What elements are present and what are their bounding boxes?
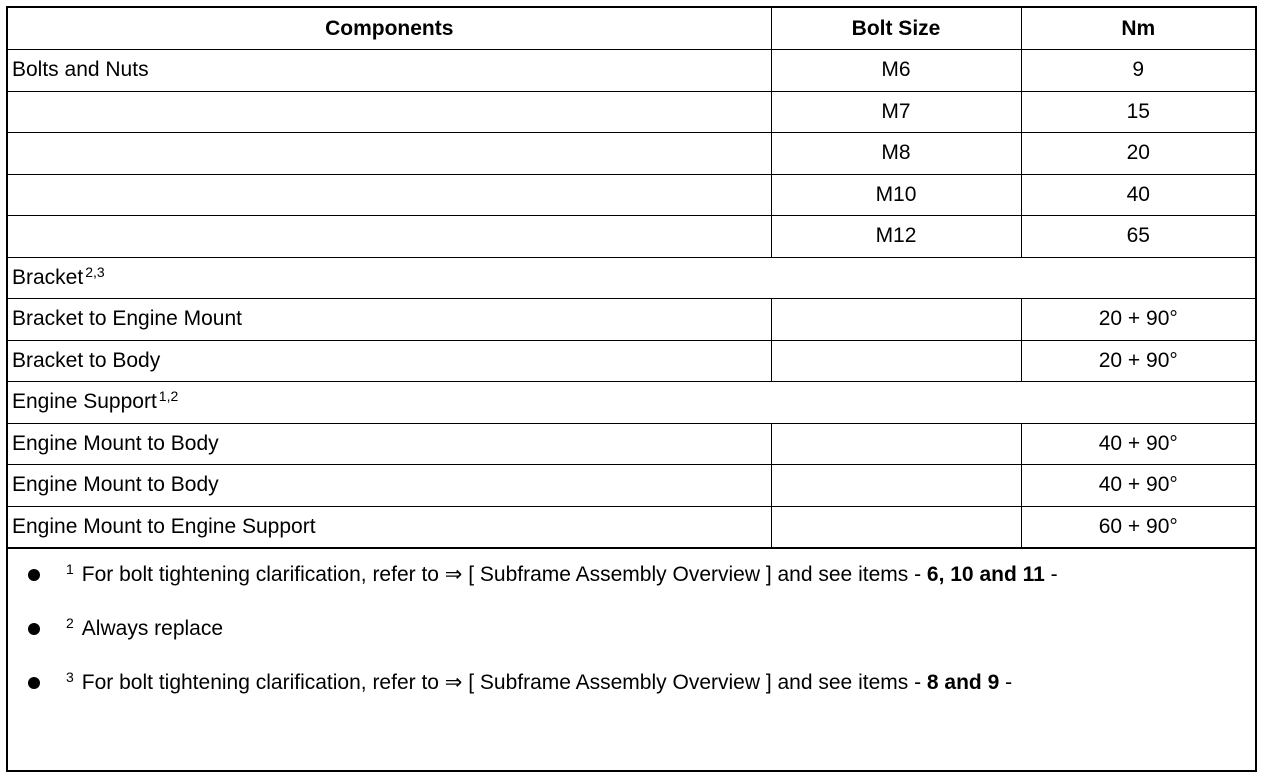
component-cell: Bracket to Body <box>8 340 771 382</box>
footnote-items: 8 and 9 <box>926 671 1000 694</box>
footnote-item <box>8 557 1255 611</box>
section-row-bracket <box>8 257 1255 299</box>
footnote-number: 2 <box>66 615 74 631</box>
section-heading-bracket <box>8 257 1255 299</box>
component-cell: Engine Mount to Engine Support <box>8 506 771 548</box>
bullet-icon <box>28 623 40 635</box>
component-cell <box>8 174 771 216</box>
bullet-icon <box>28 677 40 689</box>
torque-cell: 40 + 90° <box>1021 465 1255 507</box>
table-row <box>8 423 1255 465</box>
header-nm: Nm <box>1021 8 1255 50</box>
table-row <box>8 299 1255 341</box>
section-heading-engine-support <box>8 382 1255 424</box>
footnote-item <box>8 665 1255 719</box>
section-row-engine-support <box>8 382 1255 424</box>
bolt-size-cell: M6 <box>771 50 1021 92</box>
footnote-number: 1 <box>66 561 74 577</box>
bolt-size-cell: M7 <box>771 91 1021 133</box>
component-cell <box>8 91 771 133</box>
bullet-icon <box>28 569 40 581</box>
footnote-text: For bolt tightening clarification, refer to ⇒ [ Subframe Assembly Overview ] and see items - <box>81 563 927 586</box>
footnote-ref: 2,3 <box>85 263 105 280</box>
table-row <box>8 506 1255 548</box>
torque-specification-sheet <box>6 6 1257 772</box>
torque-table <box>8 8 1255 548</box>
table-row <box>8 216 1255 258</box>
footnotes <box>8 548 1255 719</box>
torque-cell: 65 <box>1021 216 1255 258</box>
table-row <box>8 91 1255 133</box>
section-label: Bracket <box>12 265 84 289</box>
component-cell: Bolts and Nuts <box>8 50 771 92</box>
footnote-suffix: - <box>1044 563 1058 586</box>
header-bolt-size: Bolt Size <box>771 8 1021 50</box>
footnote-number: 3 <box>66 669 74 685</box>
torque-cell: 9 <box>1021 50 1255 92</box>
bolt-size-cell <box>771 465 1021 507</box>
header-components: Components <box>8 8 771 50</box>
table-row <box>8 465 1255 507</box>
component-cell: Engine Mount to Body <box>8 465 771 507</box>
footnote-text: For bolt tightening clarification, refer to ⇒ [ Subframe Assembly Overview ] and see items - <box>81 671 927 694</box>
torque-cell: 40 + 90° <box>1021 423 1255 465</box>
footnote-suffix: - <box>999 671 1013 694</box>
table-row <box>8 133 1255 175</box>
footnote-item <box>8 611 1255 665</box>
footnote-ref: 1,2 <box>158 388 179 405</box>
table-row <box>8 340 1255 382</box>
component-cell: Bracket to Engine Mount <box>8 299 771 341</box>
bolt-size-cell: M8 <box>771 133 1021 175</box>
torque-cell: 60 + 90° <box>1021 506 1255 548</box>
component-cell <box>8 216 771 258</box>
bolt-size-cell: M12 <box>771 216 1021 258</box>
bolt-size-cell: M10 <box>771 174 1021 216</box>
torque-cell: 40 <box>1021 174 1255 216</box>
component-cell: Engine Mount to Body <box>8 423 771 465</box>
section-label: Engine Support <box>12 390 157 414</box>
bolt-size-cell <box>771 299 1021 341</box>
torque-cell: 20 <box>1021 133 1255 175</box>
table-row <box>8 174 1255 216</box>
component-cell <box>8 133 771 175</box>
bolt-size-cell <box>771 423 1021 465</box>
torque-cell: 15 <box>1021 91 1255 133</box>
torque-cell: 20 + 90° <box>1021 340 1255 382</box>
table-row <box>8 50 1255 92</box>
bolt-size-cell <box>771 340 1021 382</box>
bolt-size-cell <box>771 506 1021 548</box>
torque-cell: 20 + 90° <box>1021 299 1255 341</box>
footnote-text: Always replace <box>81 617 224 640</box>
table-header-row <box>8 8 1255 50</box>
footnote-items: 6, 10 and 11 <box>926 563 1045 586</box>
